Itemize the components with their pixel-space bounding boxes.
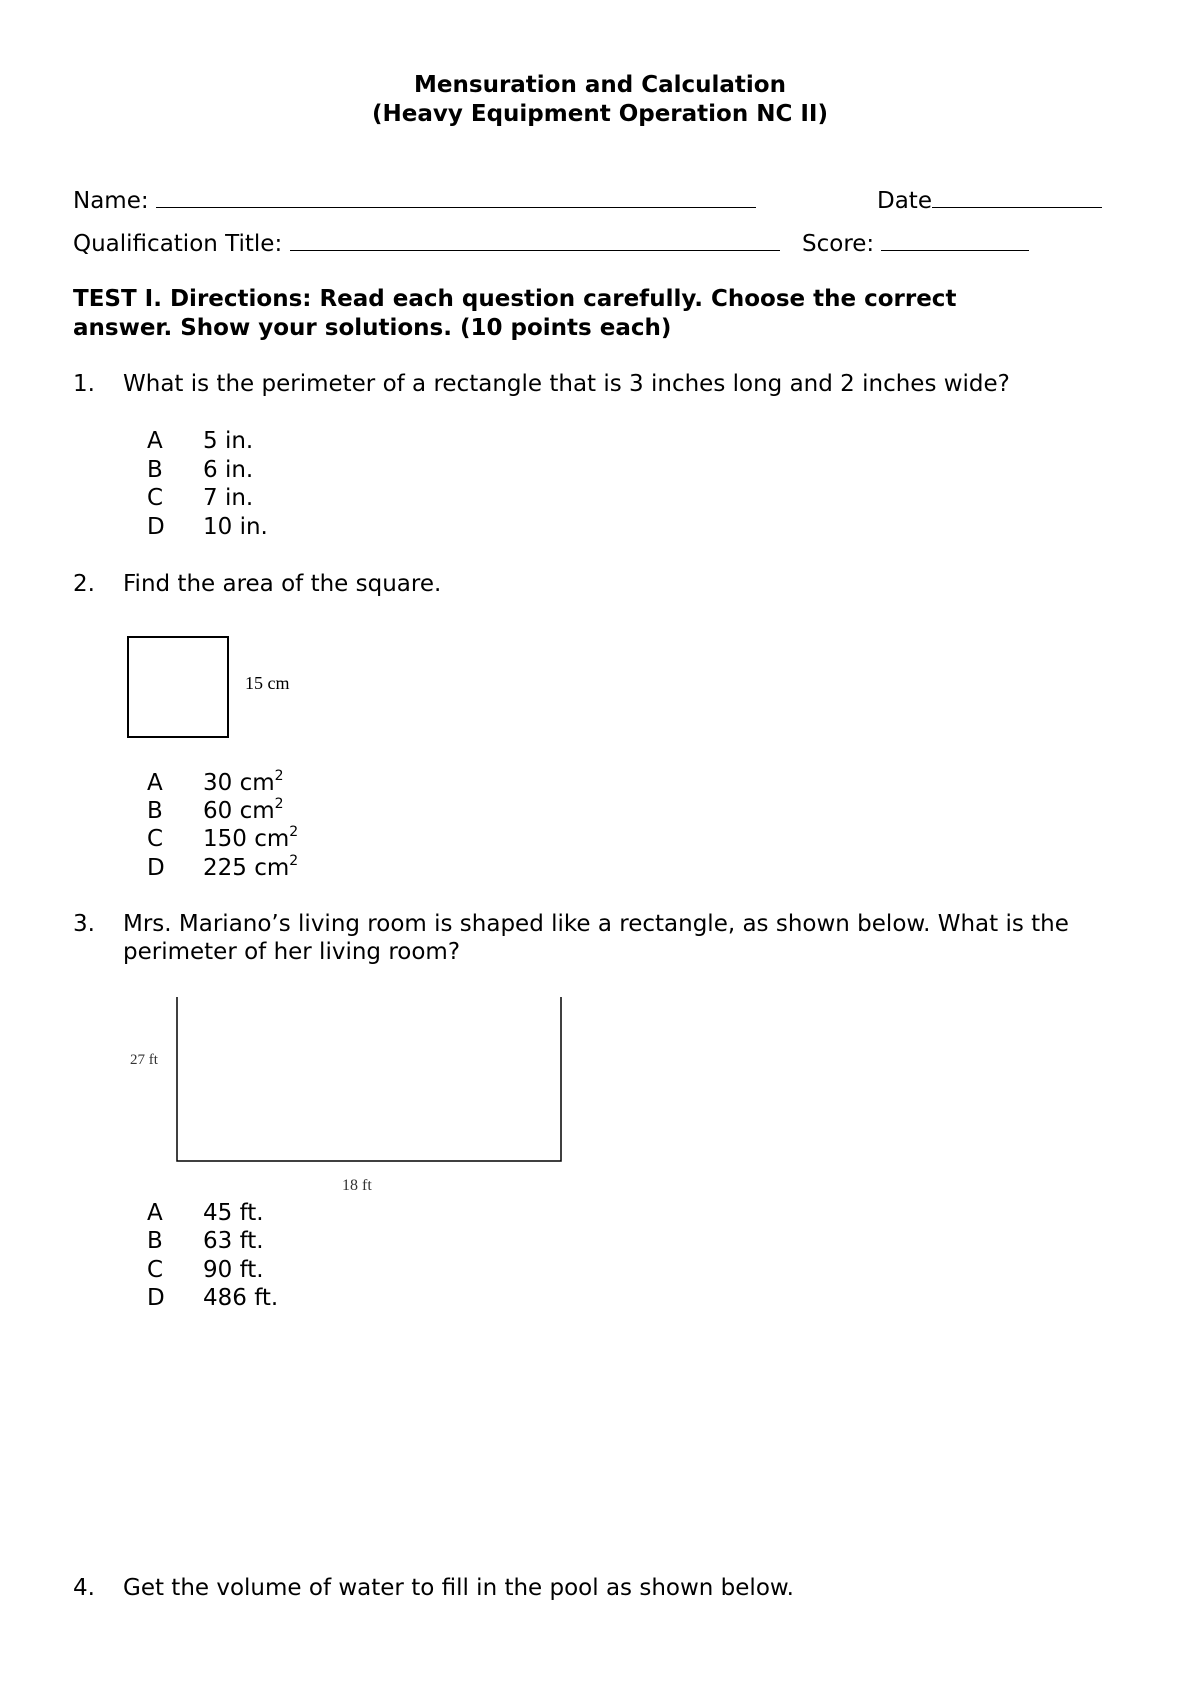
- option-2b[interactable]: B 60 $cm^2$: [147, 796, 284, 824]
- option-3c[interactable]: C 90 ft.: [147, 1257, 264, 1283]
- name-label: Name:: [73, 188, 149, 214]
- date-blank[interactable]: [932, 187, 1102, 208]
- question-4: [73, 1575, 794, 1601]
- option-3d[interactable]: D 486 ft.: [147, 1285, 279, 1311]
- qualification-blank[interactable]: [290, 230, 780, 251]
- question-1: [73, 371, 1010, 397]
- square-side-label: 15 cm: [245, 673, 290, 693]
- option-3b[interactable]: B 63 ft.: [147, 1228, 264, 1254]
- score-field[interactable]: [802, 230, 1029, 257]
- option-1a[interactable]: A 5 in.: [147, 428, 254, 454]
- document-subtitle: (Heavy Equipment Operation NC II): [371, 101, 828, 127]
- question-3: [73, 911, 1069, 937]
- name-field[interactable]: [73, 187, 756, 214]
- room-outline: [177, 997, 561, 1161]
- question-text-line-1: Mrs. Mariano’s living room is shaped like a rectangle, as shown below. What is the: [123, 911, 1069, 937]
- name-blank[interactable]: [156, 187, 756, 208]
- room-rectangle-figure: [170, 997, 570, 1167]
- question-number: 3.: [73, 911, 95, 937]
- qualification-label: Qualification Title:: [73, 231, 283, 257]
- score-blank[interactable]: [881, 230, 1029, 251]
- room-side-label: 27 ft: [130, 1052, 158, 1068]
- question-text: Find the area of the square.: [123, 571, 442, 597]
- directions-line-1: TEST I. Directions: Read each question carefully. Choose the correct: [73, 286, 957, 312]
- question-text: Get the volume of water to fill in the pool as shown below.: [123, 1575, 794, 1601]
- question-text: What is the perimeter of a rectangle that is 3 inches long and 2 inches wide?: [123, 371, 1010, 397]
- question-2: [73, 571, 441, 597]
- option-2a[interactable]: A 30 $cm^2$: [147, 768, 284, 796]
- square-figure: [127, 636, 229, 738]
- date-field[interactable]: [877, 187, 1102, 214]
- option-2c[interactable]: C 150 $cm^2$: [147, 824, 299, 852]
- document-title: Mensuration and Calculation: [414, 72, 786, 98]
- qualification-field[interactable]: [73, 230, 780, 257]
- question-number: 4.: [73, 1575, 95, 1601]
- option-3a[interactable]: A 45 ft.: [147, 1200, 264, 1226]
- question-number: 2.: [73, 571, 95, 597]
- option-1d[interactable]: D 10 in.: [147, 514, 268, 540]
- option-1c[interactable]: C 7 in.: [147, 485, 254, 511]
- question-3-line-2: perimeter of her living room?: [123, 939, 461, 965]
- option-1b[interactable]: B 6 in.: [147, 457, 254, 483]
- question-number: 1.: [73, 371, 95, 397]
- room-bottom-label: 18 ft: [342, 1177, 372, 1194]
- option-2d[interactable]: D 225 $cm^2$: [147, 853, 299, 881]
- score-label: Score:: [802, 231, 875, 257]
- directions-line-2: answer. Show your solutions. (10 points each): [73, 315, 672, 341]
- date-label: Date: [877, 188, 932, 214]
